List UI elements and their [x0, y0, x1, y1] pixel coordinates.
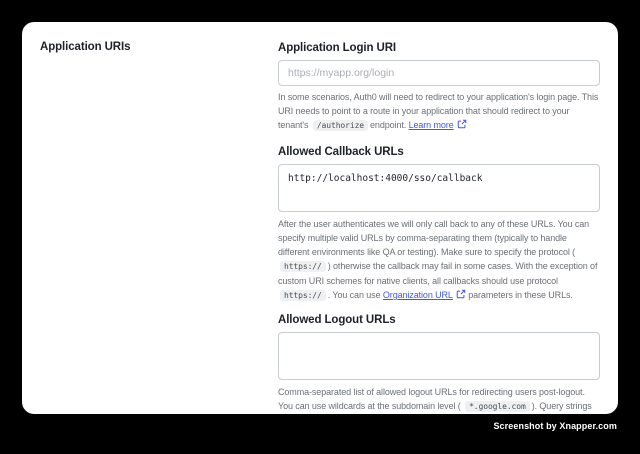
- form-column: [278, 41, 600, 414]
- xnapper-watermark: Screenshot by Xnapper.com: [493, 421, 617, 431]
- field-allowed-callback-urls: [278, 145, 600, 303]
- external-link-icon: [457, 119, 467, 129]
- page-title: Application URIs: [40, 41, 131, 53]
- external-link-icon: [456, 289, 466, 299]
- allowed-logout-urls-textarea[interactable]: [278, 332, 600, 380]
- code-chip: https://: [280, 261, 326, 272]
- allowed-callback-urls-textarea[interactable]: [278, 164, 600, 212]
- organization-url-link[interactable]: Organization URL: [383, 290, 466, 300]
- allowed-callback-urls-label: Allowed Callback URLs: [278, 146, 404, 158]
- code-chip: /authorize: [313, 120, 368, 131]
- field-allowed-logout-urls: [278, 313, 600, 414]
- code-chip: https://: [280, 290, 326, 301]
- field-application-login-uri: [278, 41, 600, 133]
- allowed-logout-urls-label: Allowed Logout URLs: [278, 314, 396, 326]
- application-login-uri-label: Application Login URI: [278, 42, 396, 54]
- learn-more-link[interactable]: Learn more: [409, 120, 467, 130]
- application-uris-card: [22, 22, 618, 414]
- code-chip: *.google.com: [465, 401, 530, 412]
- application-login-uri-input[interactable]: [278, 60, 600, 86]
- section-title-column: [40, 41, 278, 414]
- allowed-callback-urls-help: After the user authenticates we will only call back to any of these URLs. You can specify multiple valid URLs by comma-separating them (typically to handle different environments like QA or testing). Make sure to specify the protocol ( https:// ) otherwise the callback may fail in some cases. With the exception of custom URI schemes for native clients, all callbacks should use protocol https:// . You can use Organization URL parameters in these URLs.: [278, 219, 598, 300]
- application-login-uri-help: In some scenarios, Auth0 will need to redirect to your application's login page. This URI needs to point to a route in your application that should redirect to your tenant's /authorize endpoint. Learn more: [278, 92, 599, 130]
- allowed-logout-urls-help: Comma-separated list of allowed logout URLs for redirecting users post-logout. You can use wildcards at the subdomain level ( *.google.com ). Query strings: [278, 387, 592, 411]
